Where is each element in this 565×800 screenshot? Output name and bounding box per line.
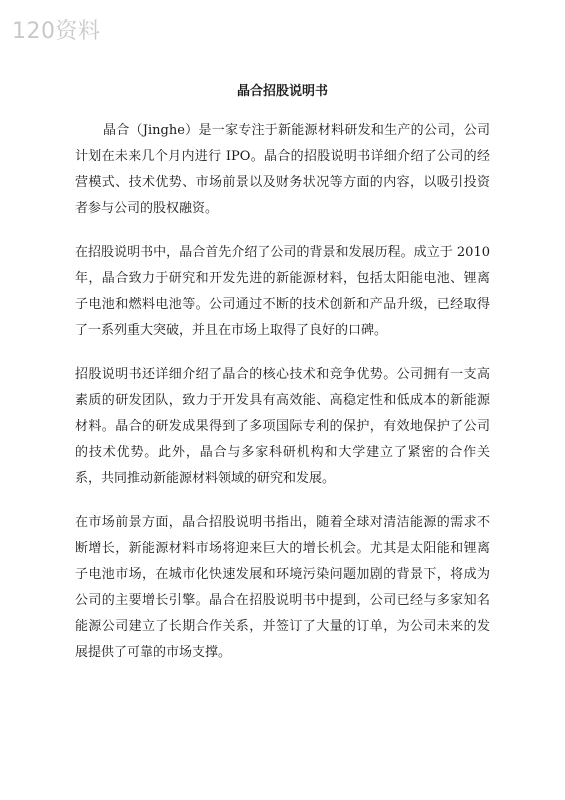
document-body (75, 118, 490, 684)
paragraph-market: 在市场前景方面，晶合招股说明书指出，随着全球对清洁能源的需求不断增长，新能源材料市场将迎来巨大的增长机会。尤其是太阳能和锂离子电池市场，在城市化快速发展和环境污染问题加剧的背景下，将成为公司的主要增长引擎。晶合在招股说明书中提到，公司已经与多家知名能源公司建立了长期合作关系，并签订了大量的订单，为公司未来的发展提供了可靠的市场支撑。 (75, 515, 490, 660)
paragraph-background: 在招股说明书中，晶合首先介绍了公司的背景和发展历程。成立于 2010 年，晶合致力于研究和开发先进的新能源材料，包括太阳能电池、锂离子电池和燃料电池等。公司通过不断的技术创新和产品升级，已经取得了一系列重大突破，并且在市场上取得了良好的口碑。 (75, 245, 490, 338)
paragraph-intro: 晶合（Jinghe）是一家专注于新能源材料研发和生产的公司，公司计划在未来几个月内进行 IPO。晶合的招股说明书详细介绍了公司的经营模式、技术优势、市场前景以及财务状况等方面的内容，以吸引投资者参与公司的股权融资。 (75, 123, 490, 216)
watermark-text: 120资料 (12, 19, 101, 44)
document-title: 晶合招股说明书 (236, 84, 328, 99)
paragraph-technology: 招股说明书还详细介绍了晶合的核心技术和竞争优势。公司拥有一支高素质的研发团队，致力于开发具有高效能、高稳定性和低成本的新能源材料。晶合的研发成果得到了多项国际专利的保护，有效地保护了公司的技术优势。此外，晶合与多家科研机构和大学建立了紧密的合作关系，共同推动新能源材料领域的研究和发展。 (75, 367, 490, 486)
